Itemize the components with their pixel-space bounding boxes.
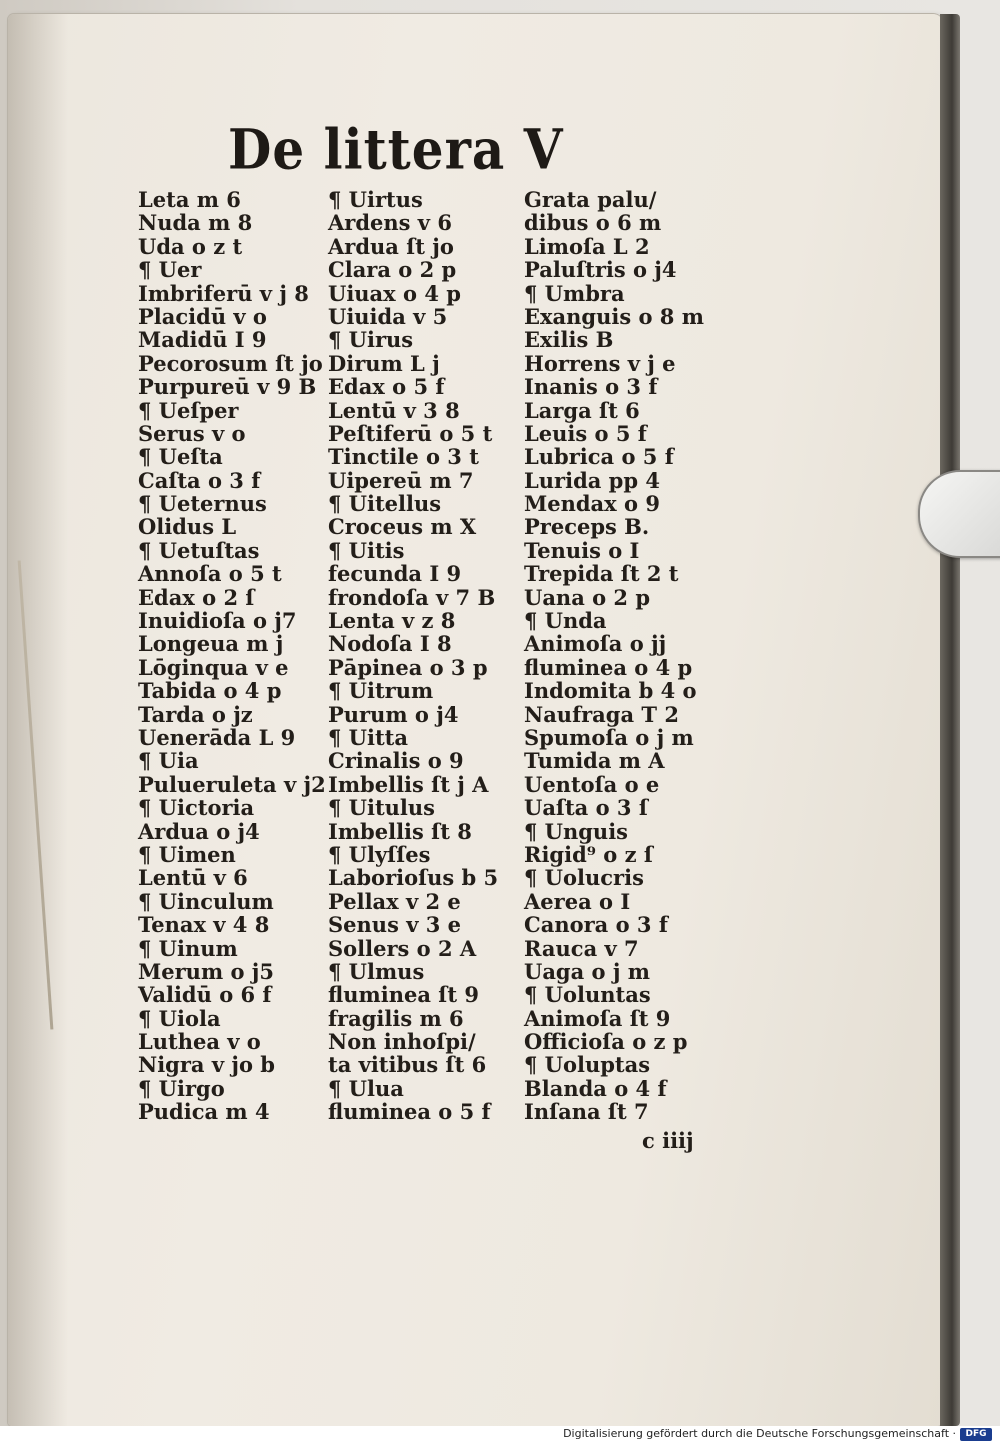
lemma-entry: Croceus m X [328,514,477,540]
lemma-entry: Aerea o I [524,888,631,914]
lemma-heading: ¶ Uia [138,748,199,774]
lemma-entry: Imbriferū v j 8 [138,280,309,306]
lemma-heading: ¶ Uinculum [138,888,274,914]
lemma-entry: Nigra v jo b [138,1052,275,1078]
lemma-entry: Peſtiferū o 5 t [328,420,493,446]
lemma-entry: Uiuax o 4 p [328,280,461,306]
word-column-1 [138,188,326,1124]
lemma-entry: Madidū I 9 [138,327,267,353]
lemma-heading: ¶ Uolucris [524,865,644,891]
lemma-entry: Tabida o 4 p [138,678,282,704]
lemma-heading: ¶ Uitrum [328,678,434,704]
lemma-entry: fluminea o 4 p [524,654,693,680]
lemma-entry: Horrens v j e [524,350,676,376]
lemma-heading: ¶ Uirtus [328,187,423,212]
lemma-heading: ¶ Uitis [328,537,405,563]
lemma-entry: Mendax o 9 [524,491,660,517]
lemma-entry: Limoſa L 2 [524,233,650,259]
lemma-entry: Lōginqua v e [138,654,289,680]
lemma-entry: fluminea o 5 f [328,1099,491,1125]
lemma-entry: Imbellis ſt j A [328,771,489,797]
lemma-entry: Spumoſa o j m [524,724,694,750]
lemma-entry: fecunda I 9 [328,561,462,587]
lemma-entry: Rigid⁹ o z ſ [524,841,653,867]
lemma-entry: Pudica m 4 [138,1099,270,1125]
lemma-entry: Tarda o jz [138,701,253,727]
lemma-entry: Pecorosum ſt jo [138,350,323,376]
signature-mark: c iiij [642,1128,694,1153]
lemma-entry: Non inhoſpi/ [328,1029,476,1055]
lemma-entry: frondoſa v 7 B [328,584,496,610]
lemma-entry: Uana o 2 p [524,584,651,610]
lemma-entry: Paluſtris o j4 [524,257,677,283]
lemma-entry: Imbellis ſt 8 [328,818,472,844]
lemma-entry: Validū o 6 f [138,982,272,1008]
lemma-heading: ¶ Ueſper [138,397,239,423]
lemma-entry: Nuda m 8 [138,210,253,236]
lemma-entry: Nodoſa I 8 [328,631,452,657]
word-column-3 [524,188,704,1124]
page-heading: De littera V [228,116,564,182]
lemma-entry: Tinctile o 3 t [328,444,479,470]
lemma-entry: Placidū v o [138,303,267,329]
lemma-entry: Tenax v 4 8 [138,912,270,938]
lemma-entry: Exilis B [524,327,614,353]
lemma-entry: Dirum L j [328,350,440,376]
lemma-heading: ¶ Umbra [524,280,625,306]
lemma-entry: Lubrica o 5 f [524,444,674,470]
lemma-entry: Larga ſt 6 [524,397,640,423]
lemma-entry: Officioſa o z p [524,1029,688,1055]
lemma-entry: Edax o 2 ſ [138,584,255,610]
lemma-entry: Luthea v o [138,1029,261,1055]
lemma-entry: Leuis o 5 f [524,420,647,446]
lemma-entry: Merum o j5 [138,958,274,984]
lemma-heading: ¶ Unda [524,608,607,634]
lemma-entry: Lurida pp 4 [524,467,660,493]
page-gutter-shadow [8,14,68,1426]
lemma-entry: Lentū v 3 8 [328,397,460,423]
lemma-heading: ¶ Ueſta [138,444,223,470]
lemma-entry: Pellax v 2 e [328,888,461,914]
lemma-entry: fragilis m 6 [328,1005,464,1031]
lemma-heading: ¶ Uer [138,257,202,283]
lemma-entry: Uda o z t [138,233,243,259]
lemma-entry: Grata palu/ [524,187,657,212]
lemma-heading: ¶ Unguis [524,818,629,844]
lemma-heading: ¶ Ulmus [328,958,425,984]
lemma-entry: Indomita b 4 o [524,678,697,704]
lemma-heading: ¶ Uetuſtas [138,537,260,563]
page-edge [940,14,960,1426]
lemma-entry: Inanis o 3 f [524,374,658,400]
lemma-entry: Laborioſus b 5 [328,865,499,891]
lemma-heading: ¶ Uoluntas [524,982,651,1008]
lemma-entry: Uentoſa o e [524,771,660,797]
word-column-2 [328,188,498,1124]
lemma-entry: Exanguis o 8 m [524,303,704,329]
lemma-entry: Purum o j4 [328,701,459,727]
lemma-entry: Olidus L [138,514,237,540]
lemma-entry: Naufraga T 2 [524,701,679,727]
lemma-entry: Ardens v 6 [328,210,452,236]
lemma-entry: Uaga o j m [524,958,650,984]
lemma-entry: Ardua ſt jo [328,233,454,259]
lemma-entry: Uaſta o 3 ſ [524,795,648,821]
lemma-entry: Lenta v z 8 [328,608,456,634]
lemma-entry: Uenerāda L 9 [138,724,296,750]
lemma-entry: Lentū v 6 [138,865,248,891]
lemma-entry: Senus v 3 e [328,912,461,938]
lemma-entry: fluminea ſt 9 [328,982,479,1008]
lemma-entry: Uiuida v 5 [328,303,448,329]
lemma-entry: Pulueruleta v j2 [138,771,326,797]
lemma-heading: ¶ Uirus [328,327,414,353]
lemma-entry: Trepida ſt 2 t [524,561,679,587]
lemma-heading: ¶ Uitta [328,724,408,750]
lemma-heading: ¶ Uirgo [138,1075,225,1101]
lemma-entry: Longeua m j [138,631,284,657]
lemma-heading: ¶ Uinum [138,935,238,961]
lemma-heading: ¶ Uictoria [138,795,255,821]
lemma-entry: Pāpinea o 3 p [328,654,488,680]
lemma-heading: ¶ Uitellus [328,491,442,517]
dfg-logo: DFG [960,1428,992,1441]
lemma-entry: dibus o 6 m [524,210,662,236]
footer-credit: Digitalisierung gefördert durch die Deutsche Forschungsgemeinschaft · [563,1427,956,1440]
lemma-entry: Inuidioſa o j7 [138,608,297,634]
lemma-entry: Purpureū v 9 B [138,374,317,400]
lemma-entry: Tenuis o I [524,537,640,563]
lemma-entry: Clara o 2 p [328,257,457,283]
lemma-entry: ta vitibus ſt 6 [328,1052,487,1078]
lemma-entry: Rauca v 7 [524,935,639,961]
lemma-entry: Sollers o 2 A [328,935,477,961]
lemma-entry: Serus v o [138,420,246,446]
lemma-heading: ¶ Ulyſſes [328,841,431,867]
lemma-entry: Animoſa ſt 9 [524,1005,671,1031]
lemma-entry: Inſana ſt 7 [524,1099,649,1125]
scanner-tab [918,470,1000,558]
lemma-entry: Crinalis o 9 [328,748,464,774]
lemma-entry: Canora o 3 f [524,912,668,938]
lemma-entry: Ardua o j4 [138,818,260,844]
lemma-entry: Animoſa o jj [524,631,667,657]
lemma-entry: Edax o 5 f [328,374,445,400]
lemma-entry: Caſta o 3 f [138,467,261,493]
lemma-heading: ¶ Uiola [138,1005,221,1031]
lemma-entry: Annoſa o 5 t [138,561,282,587]
lemma-heading: ¶ Uoluptas [524,1052,651,1078]
lemma-heading: ¶ Uitulus [328,795,435,821]
lemma-heading: ¶ Ueternus [138,491,267,517]
lemma-entry: Leta m 6 [138,187,241,212]
lemma-entry: Preceps B. [524,514,650,540]
lemma-entry: Tumida m A [524,748,665,774]
lemma-entry: Uipereū m 7 [328,467,474,493]
lemma-entry: Blanda o 4 f [524,1075,667,1101]
lemma-heading: ¶ Uimen [138,841,236,867]
lemma-heading: ¶ Ulua [328,1075,404,1101]
